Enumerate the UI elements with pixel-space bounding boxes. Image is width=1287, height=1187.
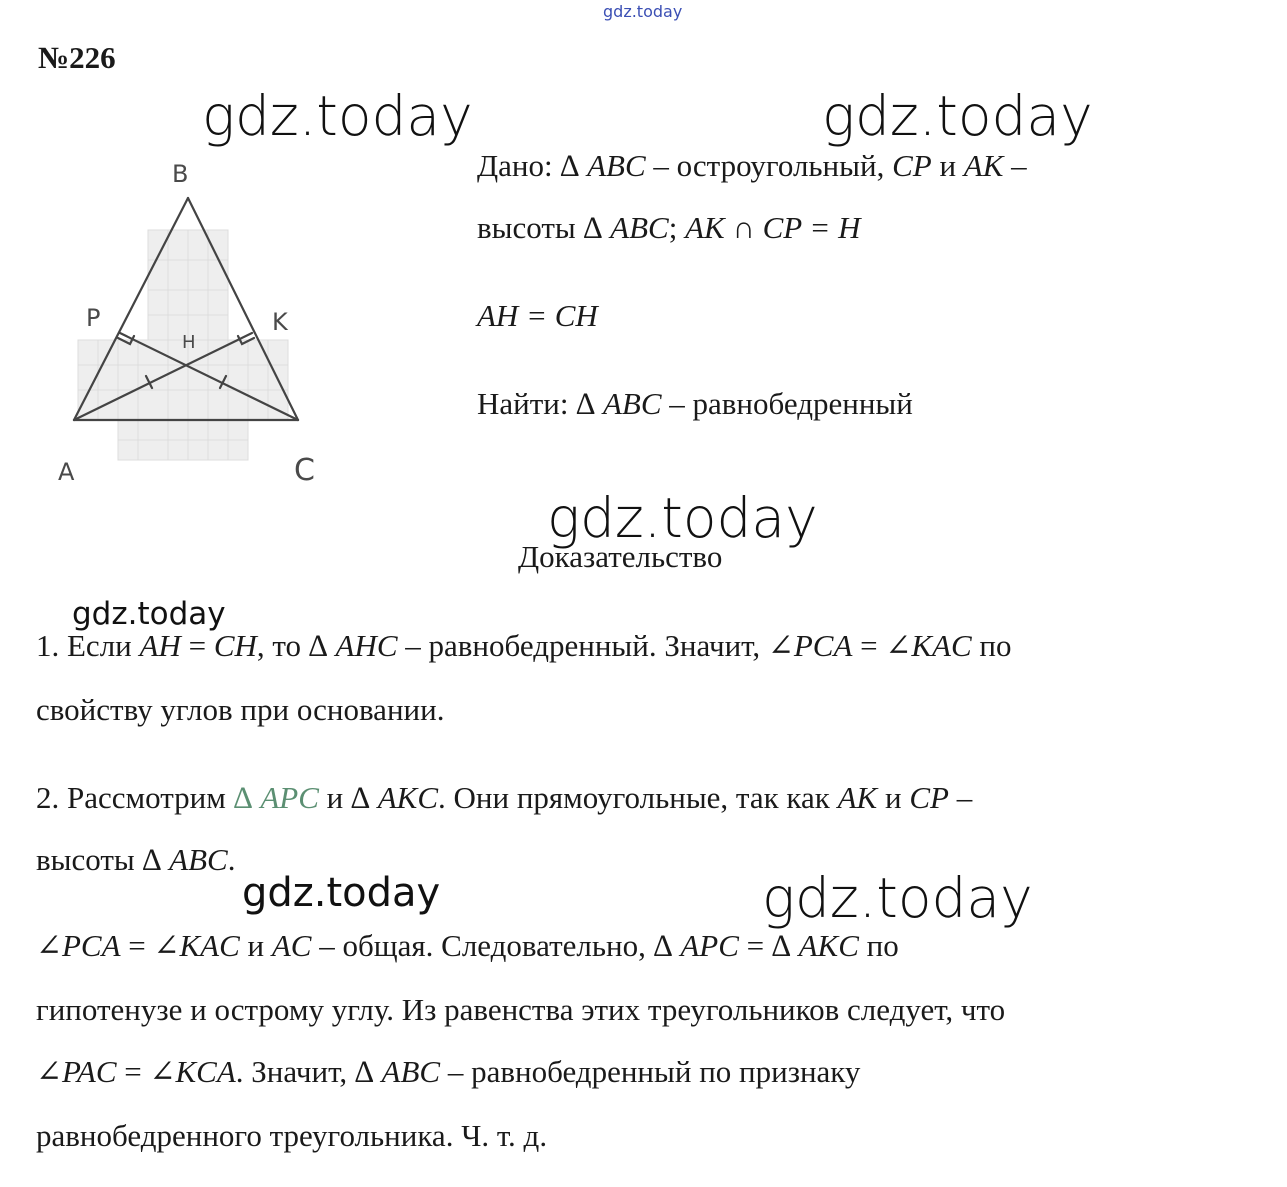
- proof-text: и ∆: [318, 780, 378, 815]
- proof-var: ∠KAC: [153, 928, 240, 963]
- proof-p3-line3: [36, 1054, 860, 1090]
- proof-var: AKC: [377, 780, 438, 815]
- proof-text: , то ∆: [256, 628, 336, 663]
- given-var: AK: [963, 148, 1004, 183]
- watermark-5: gdz.today: [72, 596, 226, 632]
- watermark-3: gdz.today: [547, 486, 818, 550]
- proof-p3-line1: [36, 928, 899, 964]
- proof-var: CH: [213, 628, 257, 663]
- given-var: ABC: [587, 148, 646, 183]
- label-p: P: [86, 304, 101, 332]
- proof-var: ABC: [169, 842, 228, 877]
- proof-text: =: [116, 1054, 150, 1089]
- proof-var: AHC: [335, 628, 398, 663]
- proof-text: –: [948, 780, 973, 815]
- proof-var: ∠PCA: [36, 928, 121, 963]
- proof-text: – общая. Следовательно, ∆: [311, 928, 681, 963]
- proof-text: по: [971, 628, 1012, 663]
- given-text: ;: [668, 210, 686, 245]
- proof-p1-line1: [36, 628, 1012, 664]
- proof-text: =: [120, 928, 154, 963]
- proof-var: ∠KCA: [149, 1054, 236, 1089]
- problem-number: №226: [38, 40, 116, 75]
- label-b: B: [172, 160, 189, 188]
- triangle-drawing: [38, 150, 348, 500]
- proof-text: 1. Если: [36, 628, 140, 663]
- proof-var: ∠KAC: [885, 628, 972, 663]
- proof-text: – равнобедренный по признаку: [440, 1054, 861, 1089]
- proof-text: и: [877, 780, 910, 815]
- proof-text: =: [180, 628, 214, 663]
- proof-text: = ∆: [738, 928, 799, 963]
- watermark-6: gdz.today: [242, 870, 441, 916]
- label-k: K: [272, 308, 288, 336]
- proof-text: . Они прямоугольные, так как: [438, 780, 838, 815]
- proof-var: ABC: [381, 1054, 441, 1089]
- proof-var: APC: [680, 928, 739, 963]
- proof-text: 2. Рассмотрим: [36, 780, 234, 815]
- proof-heading: Доказательство: [518, 539, 723, 574]
- proof-var: ∆ APC: [233, 780, 319, 815]
- proof-text: .: [227, 842, 236, 877]
- given-var: CP: [892, 148, 932, 183]
- find-var: ABC: [602, 386, 662, 421]
- given-line-1: [477, 148, 1027, 184]
- proof-var: ∠PCA: [767, 628, 853, 663]
- find-line: [477, 386, 913, 422]
- label-c: C: [294, 453, 315, 488]
- proof-text: . Значит, ∆: [235, 1054, 382, 1089]
- watermark-1: gdz.today: [202, 84, 473, 148]
- proof-var: AH: [139, 628, 181, 663]
- label-a: A: [58, 458, 75, 486]
- proof-p1-line2: свойству углов при основании.: [36, 692, 445, 727]
- given-expr: AH = CH: [477, 298, 598, 333]
- proof-p3-line2: гипотенузе и острому углу. Из равенства этих треугольников следует, что: [36, 992, 1006, 1027]
- label-h: H: [182, 332, 196, 353]
- proof-text: высоты ∆: [36, 842, 170, 877]
- proof-p2-line1: [36, 780, 972, 816]
- proof-text: по: [858, 928, 899, 963]
- proof-text: и: [239, 928, 272, 963]
- given-line-2: [477, 210, 860, 246]
- find-text: Найти: ∆: [477, 386, 603, 421]
- proof-text: – равнобедренный. Значит,: [397, 628, 768, 663]
- given-text: – остроугольный,: [645, 148, 893, 183]
- watermark-4: gdz.today: [762, 866, 1033, 930]
- proof-var: AKC: [798, 928, 859, 963]
- proof-text: =: [852, 628, 886, 663]
- proof-var: CP: [909, 780, 949, 815]
- given-text: и: [931, 148, 964, 183]
- proof-p2-line2: [36, 842, 235, 878]
- proof-var: AK: [837, 780, 878, 815]
- find-text: – равнобедренный: [661, 386, 913, 421]
- proof-var: ∠PAC: [36, 1054, 117, 1089]
- given-text: Дано: ∆: [477, 148, 588, 183]
- given-text: высоты ∆: [477, 210, 611, 245]
- proof-p3-line4: равнобедренного треугольника. Ч. т. д.: [36, 1118, 548, 1153]
- watermark-2: gdz.today: [822, 84, 1093, 148]
- proof-var: AC: [271, 928, 312, 963]
- triangle-figure: [38, 150, 348, 500]
- given-expr: AK ∩ CP = H: [685, 210, 861, 245]
- given-text: –: [1003, 148, 1027, 183]
- given-var: ABC: [610, 210, 669, 245]
- watermark-top: gdz.today: [603, 2, 683, 21]
- given-line-3: [477, 298, 598, 334]
